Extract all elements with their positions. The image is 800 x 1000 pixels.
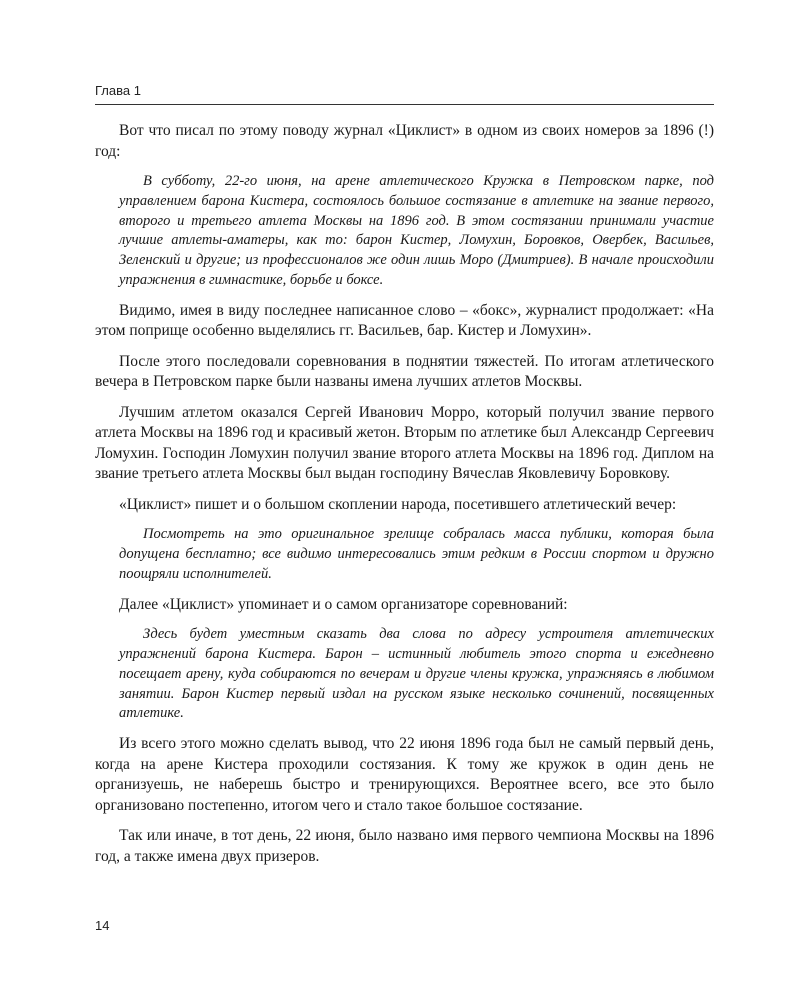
paragraph-5: «Циклист» пишет и о большом скоплении народа, посетившего атлетический вечер:	[119, 495, 677, 513]
paragraph-4: Лучшим атлетом оказался Сергей Иванович Морро, который получил звание первого атлета Москвы на 1896 год и красивый жетон. Вторым по атлетике был Александр Сергеевич Ломухин. Господин Ломухин получил звание второго атлета Москвы на 1896 год. Диплом на звание третьего атлета Москвы был выдан господину Вячеслав Яковлевичу Боровкову.	[95, 403, 714, 483]
page-body	[95, 121, 714, 877]
quote-2: Посмотреть на это оригинальное зрелище собралась масса публики, которая была допущена бесплатно; все видимо интересовались этим редким в России спортом и дружно поощряли исполнителей.	[119, 526, 714, 582]
quote-1: В субботу, 22-го июня, на арене атлетического Кружка в Петровском парке, под управлением барона Кистера, состоялось большое состязание в атлетике на звание первого, второго и третьего атлета Москвы на 1896 год. В этом состязании принимали участие лучшие атлеты-аматеры, как то: барон Кистер, Ломухин, Боровков, Овербек, Васильев, Зеленский и другие; из профессионалов же один лишь Моро (Дмитриев). В начале происходили упражнения в гимнастике, борьбе и боксе.	[119, 173, 714, 288]
paragraph-6: Далее «Циклист» упоминает и о самом организаторе соревнований:	[119, 595, 568, 613]
paragraph-1: Вот что писал по этому поводу журнал «Циклист» в одном из своих номеров за 1896 (!) год:	[95, 122, 714, 160]
page-number: 14	[95, 918, 110, 933]
paragraph-8: Так или иначе, в тот день, 22 июня, было названо имя первого чемпиона Москвы на 1896 год, а также имена двух призеров.	[95, 827, 714, 865]
header-divider	[95, 104, 714, 105]
chapter-header: Глава 1	[95, 83, 141, 98]
quote-3: Здесь будет уместным сказать два слова по адресу устроителя атлетических упражнений барона Кистера. Барон – истинный любитель этого спорта и ежедневно посещает арену, куда собираются по вечерам и другие члены кружка, упражняясь в любимом занятии. Барон Кистер первый издал на русском языке несколько сочинений, посвященных атлетике.	[119, 626, 714, 722]
paragraph-3: После этого последовали соревнования в поднятии тяжестей. По итогам атлетического вечера в Петровском парке были названы имена лучших атлетов Москвы.	[95, 352, 714, 391]
paragraph-2: Видимо, имея в виду последнее написанное слово – «бокс», журналист продолжает: «На этом поприще особенно выделялись гг. Васильев, бар. Кистер и Ломухин».	[95, 301, 714, 340]
paragraph-7: Из всего этого можно сделать вывод, что 22 июня 1896 года был не самый первый день, когда на арене Кистера проходили состязания. К тому же кружок в один день не организуешь, не наберешь быстро и тренирующихся. Вероятнее всего, все это было организовано постепенно, итогом чего и стало такое большое состязание.	[95, 735, 714, 814]
